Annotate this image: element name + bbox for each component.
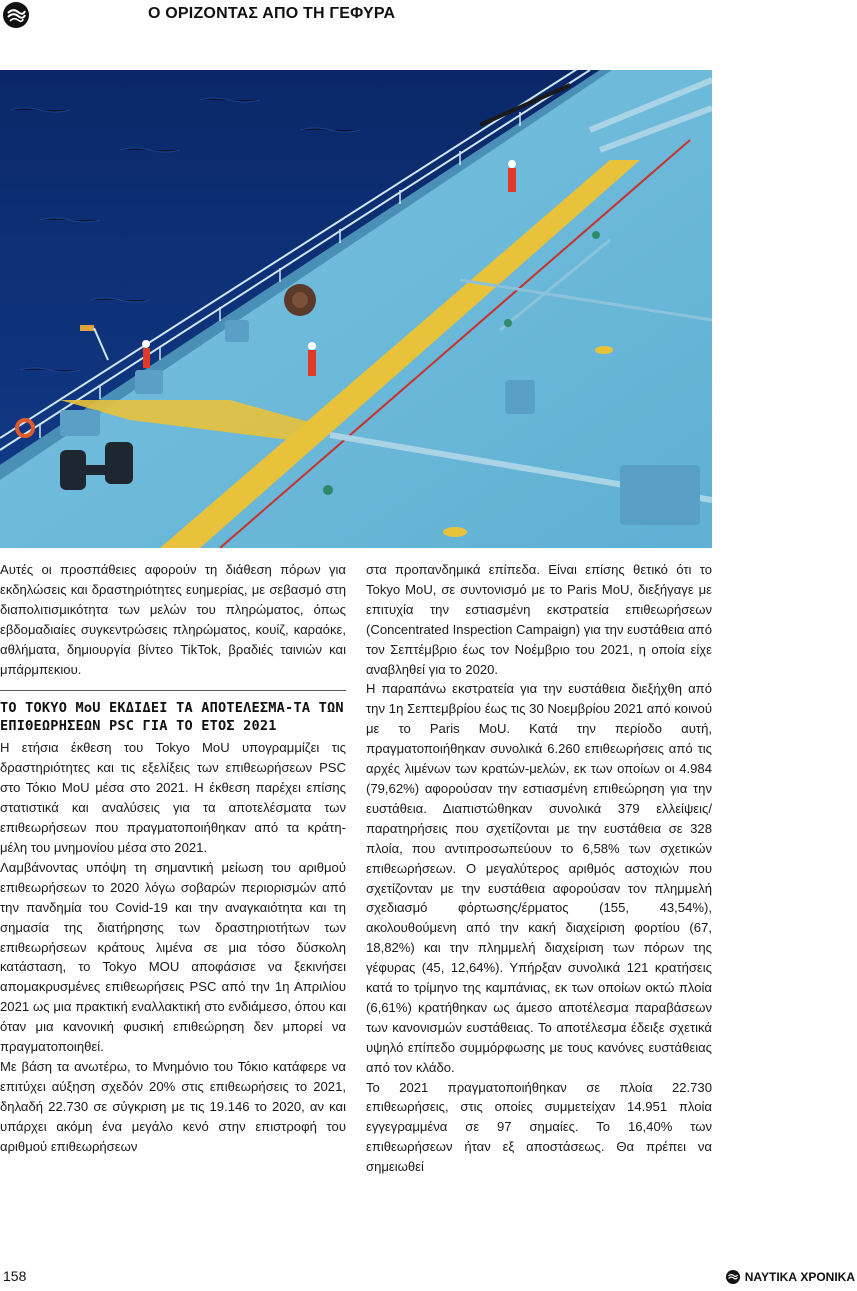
brand-name: ΝΑΥΤΙΚΑ ΧΡΟΝΙΚΑ xyxy=(744,1270,855,1284)
brand-wave-icon xyxy=(726,1270,740,1284)
wave-logo-icon xyxy=(3,2,29,28)
intro-paragraph: Αυτές οι προσπάθειες αφορούν τη διάθεση πόρων για εκδηλώσεις και δραστηριότητες ευημερίας, με σεβασμό στη διαπολιτισμικότητα των μελών του πληρώματος, όπως εβδομαδιαίες συγκεντρώσεις πληρώματος, κουίζ, καραόκε, αθλήματα, δημιουργία βίντεο TikTok, βραδιές ταινιών και μπάρμπεκιου. xyxy=(0,562,346,677)
section-heading: ΤΟ TOKYO MoU ΕΚΔΙΔΕΙ ΤΑ ΑΠΟΤΕΛΕΣΜΑ-ΤΑ ΤΩΝ ΕΠΙΘΕΩΡΗΣΕΩΝ PSC ΓΙΑ ΤΟ ΕΤΟΣ 2021 xyxy=(0,700,344,734)
body-paragraph: Η ετήσια έκθεση του Tokyo MoU υπογραμμίζει τις δραστηριότητες και τις εξελίξεις των επιθεωρήσεων PSC στο Τόκιο MoU μέσα στο 2021. Η έκθεση παρέχει επίσης στατιστικά και αναλύσεις για τα αποτελέσματα των επιθεωρήσεων που πραγματοποιήθηκαν από τα κράτη-μέλη του μνημονίου μέσα στο 2021. xyxy=(0,740,346,855)
page-header xyxy=(0,0,857,32)
page-number: 158 xyxy=(3,1268,27,1284)
tanker-deck-photo xyxy=(0,70,712,548)
left-column xyxy=(0,560,346,1156)
brand-footer xyxy=(726,1270,855,1284)
body-paragraph: Η παραπάνω εκστρατεία για την ευστάθεια διεξήχθη από την 1η Σεπτεμβρίου έως τις 30 Νοεμβρίου 2021 από κοινού με το Paris MoU. Κατά την περίοδο αυτή, πραγματοποιήθηκαν συνολικά 6.260 επιθεωρήσεις από τις αρχές λιμένων των κρατών-μελών, εκ των οποίων οι 4.984 (79,62%) αφορούσαν την εστιασμένη επιθεώρηση για την ευστάθεια. Διαπιστώθηκαν συνολικά 379 ελλείψεις/παρατηρήσεις που σχετίζονται με την ευστάθεια σε 328 πλοία, που αντιπροσωπεύουν το 6,58% των σχετικών επιθεωρήσεων. Ο μεγαλύτερος αριθμός αστοχιών που σχετίζονταν με την ευστάθεια αφορούσαν τον πλημμελή σχεδιασμό φόρτωσης/έρματος (155, 43,54%), ακολουθούμενη από την κακή διαχείριση φορτίου (67, 18,82%) και την πλημμελή διαχείριση των πόρων της γέφυρας (45, 12,64%). Υπήρξαν συνολικά 121 κρατήσεις κατά το τρίμηνο της καμπάνιας, εκ των οποίων οκτώ πλοία (6,61%) κρατήθηκαν ως άμεσο αποτέλεσμα παραβάσεων των κανονισμών ευστάθειας. Το αποτέλεσμα έδειξε σχετικά υψηλό επίπεδο συμμόρφωσης με τους κανόνες ευστάθειας από τον κλάδο. xyxy=(366,681,712,1075)
body-paragraph: Λαμβάνοντας υπόψη τη σημαντική μείωση του αριθμού επιθεωρήσεων το 2020 λόγω σοβαρών περιορισμών από την πανδημία του Covid-19 και την αναγκαιότητα και τη σημασία της διατήρησης των δραστηριοτήτων των επιθεωρήσεων κράτους λιμένα σε μια τόσο δύσκολη κατάσταση, το Tokyo MOU αποφάσισε να ξεκινήσει απομακρυσμένες επιθεωρήσεις PSC από την 1η Απριλίου 2021 ως μια πρακτική εναλλακτική στο ενδιάμεσο, όπου και όταν μια κανονική φυσική επιθεώρηση δεν μπορεί να πραγματοποιηθεί. xyxy=(0,859,346,1055)
section-divider xyxy=(0,690,346,691)
body-paragraph: στα προπανδημικά επίπεδα. Είναι επίσης θετικό ότι το Tokyo MoU, σε συντονισμό με το Paris MoU, διεξήγαγε με επιτυχία την εστιασμένη εκστρατεία επιθεωρήσεων (Concentrated Inspection Campaign) για την ευστάθεια από τον Σεπτέμβριο έως τον Νοέμβριο του 2021, η οποία είχε αναβληθεί για το 2020. xyxy=(366,562,712,677)
body-paragraph: Το 2021 πραγματοποιήθηκαν σε πλοία 22.730 επιθεωρήσεις, στις οποίες συμμετείχαν 14.951 πλοία εγγεγραμμένα σε 97 σημαίες. Το 16,40% των επιθεωρήσεων ήταν εξ αποστάσεως. Θα πρέπει να σημειωθεί xyxy=(366,1079,712,1175)
page-title: Ο ΟΡΙΖΟΝΤΑΣ ΑΠΟ ΤΗ ΓΕΦΥΡΑ xyxy=(148,5,396,22)
right-column xyxy=(366,560,712,1177)
body-paragraph: Με βάση τα ανωτέρω, το Μνημόνιο του Τόκιο κατάφερε να επιτύχει αύξηση σχεδόν 20% στις επιθεωρήσεις το 2021, δηλαδή 22.730 σε σύγκριση με τις 19.146 το 2020, αν και υπάρχει ακόμη ένα μεγάλο κενό στην επιστροφή του αριθμού επιθεωρήσεων xyxy=(0,1058,346,1154)
